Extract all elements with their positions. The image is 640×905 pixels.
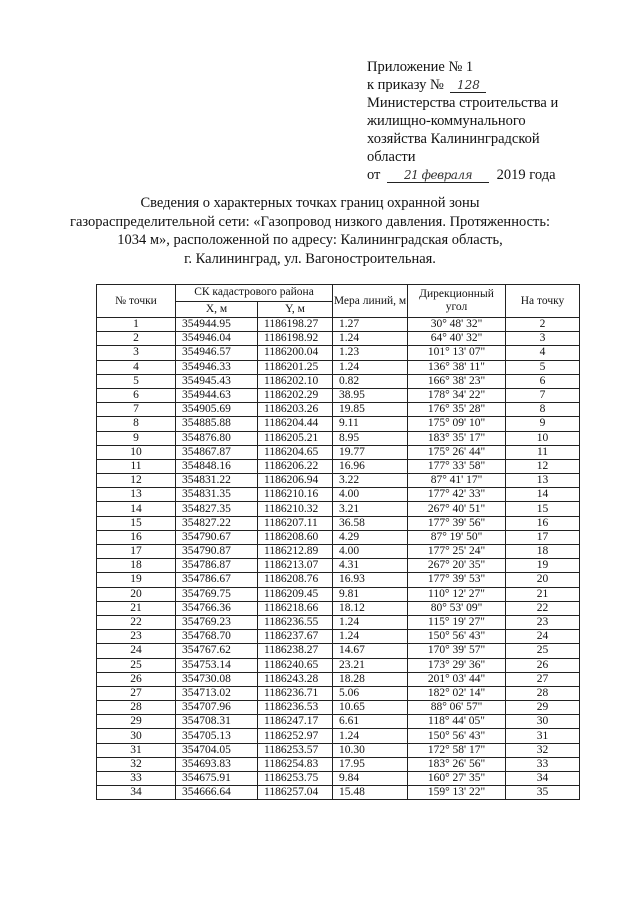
cell-to-point: 21 — [506, 587, 580, 601]
cell-point: 29 — [97, 715, 176, 729]
cell-y: 1186213.07 — [258, 559, 333, 573]
cell-to-point: 26 — [506, 658, 580, 672]
table-row — [97, 417, 580, 431]
cell-point: 11 — [97, 459, 176, 473]
cell-point: 15 — [97, 516, 176, 530]
cell-point: 17 — [97, 545, 176, 559]
cell-point: 22 — [97, 615, 176, 629]
cell-point: 20 — [97, 587, 176, 601]
cell-angle: 177° 42' 33" — [408, 488, 506, 502]
cell-point: 3 — [97, 346, 176, 360]
ministry-line-3: хозяйства Калининградской — [367, 131, 540, 147]
cell-point: 7 — [97, 403, 176, 417]
cell-angle: 173° 29' 36" — [408, 658, 506, 672]
table-row — [97, 488, 580, 502]
table-row — [97, 729, 580, 743]
ministry-line-2: жилищно-коммунального — [367, 113, 526, 129]
points-table — [96, 284, 580, 800]
cell-length: 9.11 — [333, 417, 408, 431]
table-row — [97, 332, 580, 346]
table-header — [97, 285, 580, 318]
cell-x: 354753.14 — [176, 658, 258, 672]
cell-point: 12 — [97, 474, 176, 488]
cell-angle: 175° 26' 44" — [408, 445, 506, 459]
cell-y: 1186208.60 — [258, 530, 333, 544]
cell-to-point: 6 — [506, 374, 580, 388]
cell-x: 354708.31 — [176, 715, 258, 729]
cell-point: 24 — [97, 644, 176, 658]
cell-to-point: 10 — [506, 431, 580, 445]
cell-to-point: 15 — [506, 502, 580, 516]
cell-to-point: 11 — [506, 445, 580, 459]
cell-length: 17.95 — [333, 757, 408, 771]
title-line-3: 1034 м», расположенной по адресу: Калининградская область, — [117, 232, 503, 248]
cell-y: 1186210.32 — [258, 502, 333, 516]
table-row — [97, 701, 580, 715]
cell-length: 10.30 — [333, 743, 408, 757]
cell-length: 3.22 — [333, 474, 408, 488]
table-row — [97, 388, 580, 402]
cell-to-point: 9 — [506, 417, 580, 431]
cell-angle: 177° 39' 53" — [408, 573, 506, 587]
table-row — [97, 559, 580, 573]
cell-length: 5.06 — [333, 686, 408, 700]
cell-x: 354786.67 — [176, 573, 258, 587]
cell-angle: 175° 09' 10" — [408, 417, 506, 431]
date-line — [367, 166, 627, 184]
cell-x: 354905.69 — [176, 403, 258, 417]
table-row — [97, 672, 580, 686]
cell-length: 18.28 — [333, 672, 408, 686]
cell-point: 27 — [97, 686, 176, 700]
cell-y: 1186205.21 — [258, 431, 333, 445]
cell-x: 354713.02 — [176, 686, 258, 700]
cell-to-point: 18 — [506, 545, 580, 559]
cell-angle: 30° 48' 32" — [408, 318, 506, 332]
cell-point: 31 — [97, 743, 176, 757]
cell-point: 6 — [97, 388, 176, 402]
cell-y: 1186206.94 — [258, 474, 333, 488]
cell-x: 354767.62 — [176, 644, 258, 658]
cell-x: 354768.70 — [176, 630, 258, 644]
cell-x: 354867.87 — [176, 445, 258, 459]
cell-angle: 170° 39' 57" — [408, 644, 506, 658]
cell-x: 354946.04 — [176, 332, 258, 346]
cell-y: 1186198.27 — [258, 318, 333, 332]
cell-x: 354769.23 — [176, 615, 258, 629]
cell-length: 1.24 — [333, 360, 408, 374]
cell-length: 0.82 — [333, 374, 408, 388]
cell-length: 10.65 — [333, 701, 408, 715]
cell-x: 354790.67 — [176, 530, 258, 544]
cell-length: 1.24 — [333, 729, 408, 743]
cell-length: 23.21 — [333, 658, 408, 672]
cell-to-point: 4 — [506, 346, 580, 360]
cell-length: 4.29 — [333, 530, 408, 544]
cell-angle: 178° 34' 22" — [408, 388, 506, 402]
cell-to-point: 16 — [506, 516, 580, 530]
cell-x: 354946.57 — [176, 346, 258, 360]
cell-to-point: 12 — [506, 459, 580, 473]
table-row — [97, 573, 580, 587]
cell-x: 354790.87 — [176, 545, 258, 559]
cell-x: 354827.22 — [176, 516, 258, 530]
table-row — [97, 743, 580, 757]
table-row — [97, 459, 580, 473]
cell-y: 1186218.66 — [258, 601, 333, 615]
cell-y: 1186201.25 — [258, 360, 333, 374]
cell-y: 1186257.04 — [258, 786, 333, 800]
cell-to-point: 22 — [506, 601, 580, 615]
cell-length: 15.48 — [333, 786, 408, 800]
cell-point: 9 — [97, 431, 176, 445]
cell-point: 10 — [97, 445, 176, 459]
cell-y: 1186240.65 — [258, 658, 333, 672]
cell-y: 1186200.04 — [258, 346, 333, 360]
cell-to-point: 28 — [506, 686, 580, 700]
cell-angle: 176° 35' 28" — [408, 403, 506, 417]
cell-x: 354831.35 — [176, 488, 258, 502]
date-suffix: 2019 года — [496, 167, 556, 183]
table-row — [97, 474, 580, 488]
cell-to-point: 17 — [506, 530, 580, 544]
header-y: Y, м — [258, 301, 333, 318]
cell-to-point: 32 — [506, 743, 580, 757]
cell-y: 1186243.28 — [258, 672, 333, 686]
cell-point: 1 — [97, 318, 176, 332]
cell-angle: 182° 02' 14" — [408, 686, 506, 700]
table-row — [97, 530, 580, 544]
cell-length: 9.84 — [333, 772, 408, 786]
cell-y: 1186210.16 — [258, 488, 333, 502]
cell-length: 19.85 — [333, 403, 408, 417]
table-row — [97, 502, 580, 516]
title-line-1: Сведения о характерных точках границ охранной зоны — [140, 195, 480, 211]
cell-x: 354946.33 — [176, 360, 258, 374]
table-row — [97, 658, 580, 672]
cell-x: 354944.63 — [176, 388, 258, 402]
cell-y: 1186252.97 — [258, 729, 333, 743]
header-point: № точки — [97, 285, 176, 318]
cell-length: 4.31 — [333, 559, 408, 573]
cell-x: 354705.13 — [176, 729, 258, 743]
cell-point: 21 — [97, 601, 176, 615]
cell-point: 30 — [97, 729, 176, 743]
cell-length: 14.67 — [333, 644, 408, 658]
title-line-2: газораспределительной сети: «Газопровод низкого давления. Протяженность: — [70, 213, 550, 230]
table-row — [97, 786, 580, 800]
cell-length: 18.12 — [333, 601, 408, 615]
cell-to-point: 20 — [506, 573, 580, 587]
cell-point: 23 — [97, 630, 176, 644]
cell-angle: 110° 12' 27" — [408, 587, 506, 601]
cell-y: 1186202.10 — [258, 374, 333, 388]
cell-x: 354693.83 — [176, 757, 258, 771]
cell-to-point: 24 — [506, 630, 580, 644]
header-sk: СК кадастрового района — [176, 285, 333, 302]
cell-to-point: 29 — [506, 701, 580, 715]
cell-x: 354786.87 — [176, 559, 258, 573]
cell-y: 1186253.75 — [258, 772, 333, 786]
ministry-line-1: Министерства строительства и — [367, 95, 559, 111]
table-row — [97, 644, 580, 658]
cell-x: 354848.16 — [176, 459, 258, 473]
cell-length: 1.24 — [333, 630, 408, 644]
cell-point: 4 — [97, 360, 176, 374]
cell-angle: 172° 58' 17" — [408, 743, 506, 757]
cell-length: 19.77 — [333, 445, 408, 459]
cell-angle: 101° 13' 07" — [408, 346, 506, 360]
cell-y: 1186253.57 — [258, 743, 333, 757]
cell-angle: 150° 56' 43" — [408, 729, 506, 743]
cell-angle: 150° 56' 43" — [408, 630, 506, 644]
table-row — [97, 516, 580, 530]
cell-point: 5 — [97, 374, 176, 388]
cell-angle: 88° 06' 57" — [408, 701, 506, 715]
table-row — [97, 374, 580, 388]
cell-to-point: 33 — [506, 757, 580, 771]
cell-to-point: 2 — [506, 318, 580, 332]
header-angle: Дирекционный угол — [408, 285, 506, 318]
cell-length: 1.24 — [333, 332, 408, 346]
cell-x: 354704.05 — [176, 743, 258, 757]
cell-angle: 159° 13' 22" — [408, 786, 506, 800]
table-row — [97, 360, 580, 374]
cell-point: 18 — [97, 559, 176, 573]
cell-x: 354666.64 — [176, 786, 258, 800]
cell-angle: 160° 27' 35" — [408, 772, 506, 786]
cell-y: 1186212.89 — [258, 545, 333, 559]
cell-x: 354944.95 — [176, 318, 258, 332]
table-row — [97, 445, 580, 459]
date-handwritten: 21 февраля — [387, 168, 489, 183]
cell-y: 1186236.71 — [258, 686, 333, 700]
header-to-point: На точку — [506, 285, 580, 318]
cell-y: 1186208.76 — [258, 573, 333, 587]
cell-angle: 115° 19' 27" — [408, 615, 506, 629]
cell-point: 33 — [97, 772, 176, 786]
document-title — [60, 194, 560, 268]
cell-to-point: 13 — [506, 474, 580, 488]
cell-angle: 87° 19' 50" — [408, 530, 506, 544]
cell-point: 28 — [97, 701, 176, 715]
cell-to-point: 23 — [506, 615, 580, 629]
table-row — [97, 587, 580, 601]
cell-point: 32 — [97, 757, 176, 771]
cell-point: 14 — [97, 502, 176, 516]
cell-to-point: 14 — [506, 488, 580, 502]
cell-point: 25 — [97, 658, 176, 672]
cell-y: 1186198.92 — [258, 332, 333, 346]
table-row — [97, 715, 580, 729]
cell-to-point: 19 — [506, 559, 580, 573]
cell-x: 354831.22 — [176, 474, 258, 488]
cell-angle: 80° 53' 09" — [408, 601, 506, 615]
cell-point: 2 — [97, 332, 176, 346]
table-row — [97, 431, 580, 445]
cell-to-point: 31 — [506, 729, 580, 743]
cell-length: 1.23 — [333, 346, 408, 360]
cell-to-point: 25 — [506, 644, 580, 658]
order-number-handwritten: 128 — [450, 78, 486, 93]
cell-y: 1186247.17 — [258, 715, 333, 729]
header-x: X, м — [176, 301, 258, 318]
cell-point: 19 — [97, 573, 176, 587]
cell-point: 34 — [97, 786, 176, 800]
cell-x: 354769.75 — [176, 587, 258, 601]
cell-x: 354945.43 — [176, 374, 258, 388]
cell-angle: 166° 38' 23" — [408, 374, 506, 388]
cell-y: 1186237.67 — [258, 630, 333, 644]
cell-x: 354766.36 — [176, 601, 258, 615]
table-body — [97, 318, 580, 800]
cell-to-point: 5 — [506, 360, 580, 374]
title-line-4: г. Калининград, ул. Вагоностроительная. — [184, 250, 436, 267]
cell-y: 1186207.11 — [258, 516, 333, 530]
cell-y: 1186206.22 — [258, 459, 333, 473]
cell-angle: 177° 25' 24" — [408, 545, 506, 559]
cell-length: 16.93 — [333, 573, 408, 587]
cell-point: 16 — [97, 530, 176, 544]
cell-to-point: 3 — [506, 332, 580, 346]
table-row — [97, 403, 580, 417]
cell-angle: 267° 20' 35" — [408, 559, 506, 573]
cell-angle: 118° 44' 05" — [408, 715, 506, 729]
cell-x: 354675.91 — [176, 772, 258, 786]
cell-length: 4.00 — [333, 545, 408, 559]
cell-y: 1186238.27 — [258, 644, 333, 658]
cell-y: 1186203.26 — [258, 403, 333, 417]
cell-to-point: 34 — [506, 772, 580, 786]
cell-to-point: 30 — [506, 715, 580, 729]
cell-length: 1.24 — [333, 615, 408, 629]
cell-y: 1186254.83 — [258, 757, 333, 771]
cell-length: 9.81 — [333, 587, 408, 601]
appendix-block — [367, 58, 627, 184]
cell-point: 8 — [97, 417, 176, 431]
cell-length: 38.95 — [333, 388, 408, 402]
cell-x: 354885.88 — [176, 417, 258, 431]
cell-length: 4.00 — [333, 488, 408, 502]
cell-to-point: 7 — [506, 388, 580, 402]
cell-angle: 183° 26' 56" — [408, 757, 506, 771]
cell-point: 13 — [97, 488, 176, 502]
appendix-heading: Приложение № 1 — [367, 59, 474, 75]
cell-y: 1186209.45 — [258, 587, 333, 601]
cell-angle: 87° 41' 17" — [408, 474, 506, 488]
order-prefix: к приказу № — [367, 77, 444, 93]
cell-angle: 177° 33' 58" — [408, 459, 506, 473]
table-row — [97, 545, 580, 559]
table-row — [97, 318, 580, 332]
date-prefix: от — [367, 167, 381, 183]
cell-point: 26 — [97, 672, 176, 686]
cell-x: 354876.80 — [176, 431, 258, 445]
table-row — [97, 686, 580, 700]
cell-to-point: 35 — [506, 786, 580, 800]
cell-x: 354827.35 — [176, 502, 258, 516]
table-row — [97, 772, 580, 786]
table-row — [97, 615, 580, 629]
cell-to-point: 8 — [506, 403, 580, 417]
cell-y: 1186236.55 — [258, 615, 333, 629]
cell-x: 354707.96 — [176, 701, 258, 715]
cell-length: 1.27 — [333, 318, 408, 332]
cell-length: 16.96 — [333, 459, 408, 473]
cell-y: 1186204.44 — [258, 417, 333, 431]
cell-to-point: 27 — [506, 672, 580, 686]
cell-y: 1186202.29 — [258, 388, 333, 402]
table-row — [97, 630, 580, 644]
cell-angle: 183° 35' 17" — [408, 431, 506, 445]
table-row — [97, 601, 580, 615]
table-row — [97, 346, 580, 360]
cell-angle: 136° 38' 11" — [408, 360, 506, 374]
cell-length: 6.61 — [333, 715, 408, 729]
cell-y: 1186204.65 — [258, 445, 333, 459]
cell-length: 36.58 — [333, 516, 408, 530]
header-length: Мера линий, м — [333, 285, 408, 318]
cell-length: 3.21 — [333, 502, 408, 516]
cell-angle: 267° 40' 51" — [408, 502, 506, 516]
cell-length: 8.95 — [333, 431, 408, 445]
order-line — [367, 76, 627, 94]
table-row — [97, 757, 580, 771]
ministry-line-4: области — [367, 149, 416, 165]
cell-angle: 64° 40' 32" — [408, 332, 506, 346]
cell-angle: 201° 03' 44" — [408, 672, 506, 686]
cell-angle: 177° 39' 56" — [408, 516, 506, 530]
cell-y: 1186236.53 — [258, 701, 333, 715]
cell-x: 354730.08 — [176, 672, 258, 686]
